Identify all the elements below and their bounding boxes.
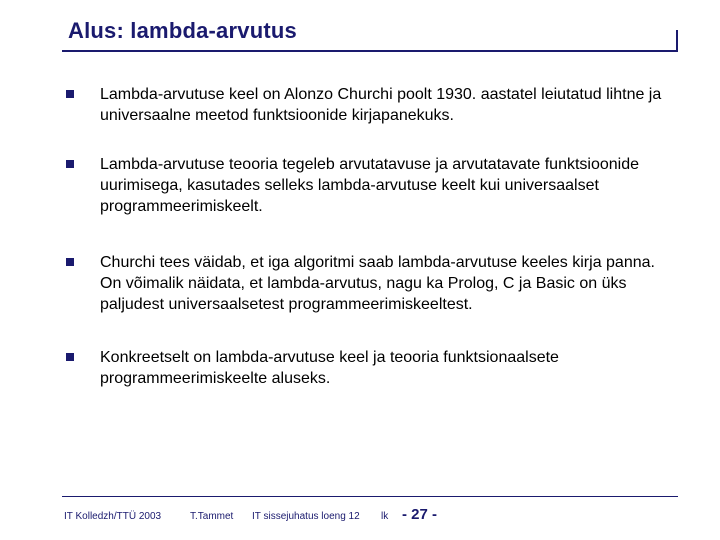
bullet-text: Konkreetselt on lambda-arvutuse keel ja teooria funktsionaalsete programmeerimiskeelte aluseks.	[100, 349, 559, 387]
bullet-text: Lambda-arvutuse keel on Alonzo Churchi poolt 1930. aastatel leiutatud lihtne ja universaalne meetod funktsioonide kirjapanekuks.	[100, 86, 662, 124]
title-underline	[62, 50, 678, 52]
footer-institution: IT Kolledzh/TTÜ 2003	[64, 511, 162, 522]
slide-title: Alus: lambda-arvutus	[68, 18, 297, 43]
bullet-text: Lambda-arvutuse teooria tegeleb arvutatavuse ja arvutatavate funktsioonide uurimisega, kasutades selleks lambda-arvutuse keelt kui universaalset programmeerimiskeelt.	[100, 156, 640, 215]
bullet-text: Churchi tees väidab, et iga algoritmi saab lambda-arvutuse keeles kirja panna. On võimalik näidata, et lambda-arvutus, nagu ka Prolog, C ja Basic on üks paljudest universaalsetest programmeerimiskeeltest.	[100, 254, 655, 313]
title-underline-tick	[676, 30, 678, 52]
footer-lk: lk	[381, 511, 389, 522]
footer-author: T.Tammet	[190, 511, 234, 522]
square-bullet-icon	[66, 258, 74, 266]
footer-rule	[62, 496, 678, 497]
footer-page-number: - 27 -	[402, 506, 438, 523]
square-bullet-icon	[66, 353, 74, 361]
square-bullet-icon	[66, 160, 74, 168]
footer-course: IT sissejuhatus loeng 12	[252, 511, 360, 522]
square-bullet-icon	[66, 90, 74, 98]
